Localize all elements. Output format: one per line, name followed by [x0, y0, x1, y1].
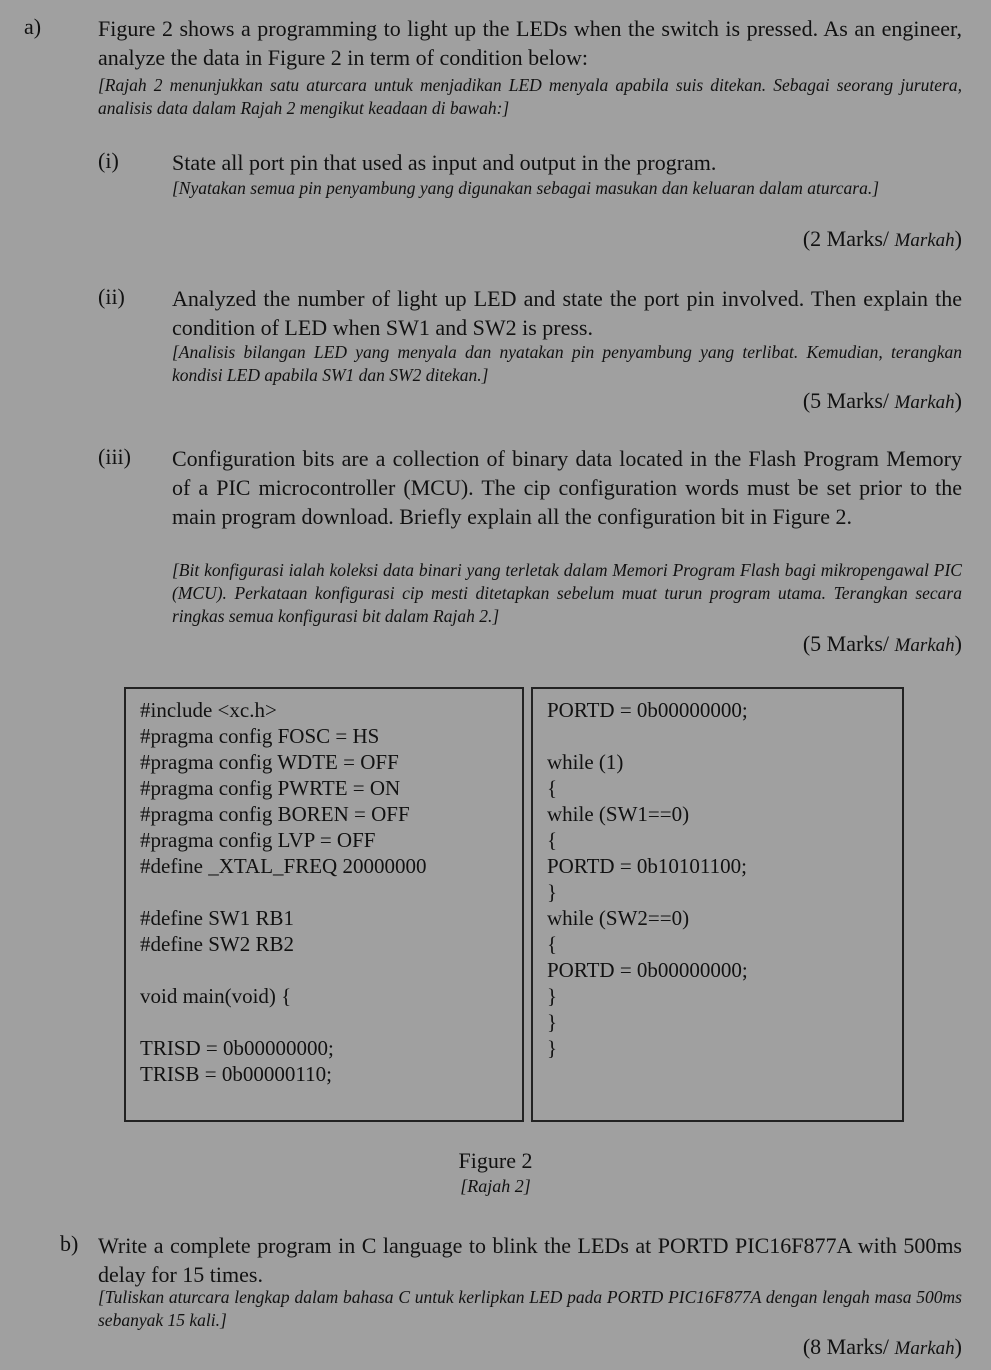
q3-label: (iii): [98, 444, 131, 469]
q2-text-my: [Analisis bilangan LED yang menyala dan nyatakan pin penyambung yang terlibat. Kemudian, terangkan kondisi LED apabila SW1 dan SW2 ditekan.]: [172, 342, 962, 385]
code-line: {: [547, 932, 558, 956]
code-line: #pragma config WDTE = OFF: [140, 750, 399, 774]
q1-marks-en: (2 Marks/: [802, 226, 890, 251]
code-line: [140, 1009, 508, 1035]
q2-marks-en: (5 Marks/: [802, 388, 890, 413]
code-line: void main(void) {: [140, 984, 292, 1008]
part-b-label: b): [60, 1231, 79, 1256]
q1-label: (i): [98, 148, 119, 173]
code-line: [140, 957, 508, 983]
code-line: [140, 879, 508, 905]
q2-label: (ii): [98, 284, 125, 309]
part-b-marks-en: (8 Marks/: [802, 1334, 890, 1359]
code-line: TRISB = 0b00000110;: [140, 1062, 332, 1086]
code-line: #pragma config BOREN = OFF: [140, 802, 410, 826]
q1-text-en: State all port pin that used as input and output in the program.: [172, 150, 717, 175]
code-line: }: [547, 984, 558, 1008]
part-b-marks: [803, 1334, 962, 1360]
code-line: #pragma config LVP = OFF: [140, 828, 376, 852]
q1-marks: [803, 226, 962, 252]
q3-marks-close: ): [954, 631, 962, 656]
q3-text-my: [Bit konfigurasi ialah koleksi data binari yang terletak dalam Memori Program Flash bagi mikropengawal PIC (MCU). Perkataan konfigurasi cip mesti ditetapkan sebelum muat turun program utama. Terangkan secara ringkas semua konfigurasi bit dalam Rajah 2.]: [172, 560, 962, 626]
part-b-text-en: Write a complete program in C language to blink the LEDs at PORTD PIC16F877A with 500ms delay for 15 times.: [98, 1233, 962, 1287]
code-line: {: [547, 776, 558, 800]
code-line: #include <xc.h>: [140, 698, 277, 722]
code-line: #define _XTAL_FREQ 20000000: [140, 854, 427, 878]
q2-marks-my: Markah: [894, 392, 955, 413]
code-line: #pragma config PWRTE = ON: [140, 776, 401, 800]
code-line: }: [547, 880, 558, 904]
code-box-left: [124, 687, 524, 1122]
q1-marks-close: ): [954, 226, 962, 251]
code-line: #define SW2 RB2: [140, 932, 294, 956]
code-line: while (1): [547, 750, 624, 774]
code-line: while (SW2==0): [547, 906, 690, 930]
figure-subtitle: [Rajah 2]: [460, 1176, 531, 1196]
code-line: PORTD = 0b10101100;: [547, 854, 747, 878]
part-a-label: a): [24, 14, 42, 39]
code-box-right: [531, 687, 904, 1122]
code-line: }: [547, 1010, 558, 1034]
q2-text-en: Analyzed the number of light up LED and state the port pin involved. Then explain the condition of LED when SW1 and SW2 is press.: [172, 286, 962, 340]
q3-marks-my: Markah: [894, 635, 955, 656]
part-a-text-my: [Rajah 2 menunjukkan satu aturcara untuk menjadikan LED menyala apabila suis ditekan. Sebagai seorang jurutera, analisis data dalam Rajah 2 mengikut keadaan di bawah:]: [98, 75, 962, 118]
q2-marks-close: ): [954, 388, 962, 413]
code-line: #pragma config FOSC = HS: [140, 724, 380, 748]
code-line: PORTD = 0b00000000;: [547, 958, 748, 982]
code-line: {: [547, 828, 558, 852]
figure-title: Figure 2: [458, 1148, 533, 1173]
q3-marks: [803, 631, 962, 657]
code-line: while (SW1==0): [547, 802, 690, 826]
q3-marks-en: (5 Marks/: [802, 631, 890, 656]
part-b-marks-my: Markah: [894, 1338, 955, 1359]
part-b-text-my: [Tuliskan aturcara lengkap dalam bahasa C untuk kerlipkan LED pada PORTD PIC16F877A dengan lengah masa 500ms sebanyak 15 kali.]: [98, 1287, 962, 1330]
q1-text-my: [Nyatakan semua pin penyambung yang digunakan sebagai masukan dan keluaran dalam aturcara.]: [172, 178, 880, 198]
q3-text-en: Configuration bits are a collection of binary data located in the Flash Program Memory of a PIC microcontroller (MCU). The cip configuration words must be set prior to the main program download. Briefly explain all the configuration bit in Figure 2.: [172, 446, 962, 529]
code-line: }: [547, 1036, 558, 1060]
code-line: PORTD = 0b00000000;: [547, 698, 748, 722]
code-line: TRISD = 0b00000000;: [140, 1036, 334, 1060]
q1-marks-my: Markah: [894, 230, 955, 251]
code-line: [547, 723, 888, 749]
part-a-text-en: Figure 2 shows a programming to light up the LEDs when the switch is pressed. As an engineer, analyze the data in Figure 2 in term of condition below:: [98, 16, 962, 70]
part-b-marks-close: ): [954, 1334, 962, 1359]
q2-marks: [803, 388, 962, 414]
code-line: #define SW1 RB1: [140, 906, 294, 930]
